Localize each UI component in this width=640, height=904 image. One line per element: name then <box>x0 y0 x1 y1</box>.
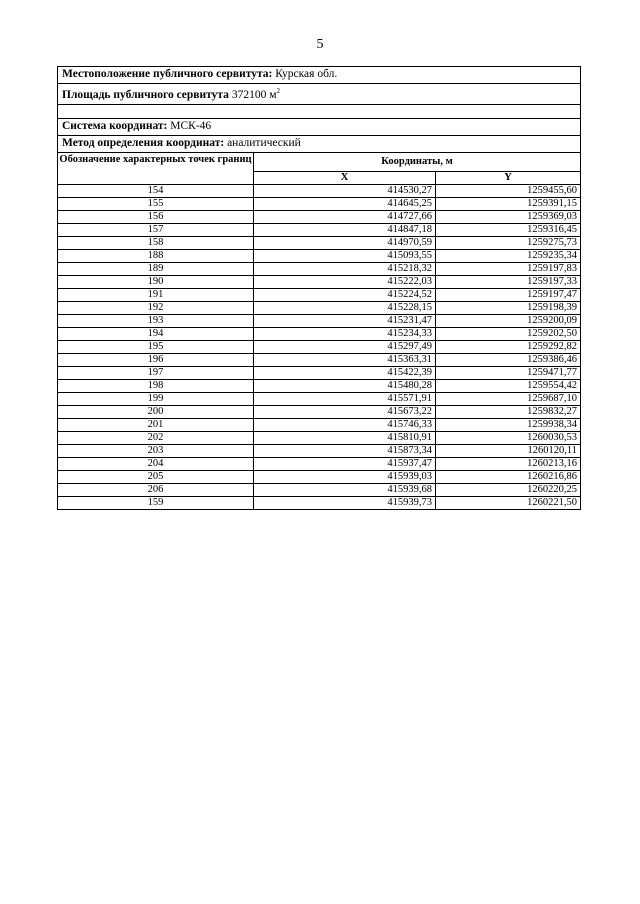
table-row <box>58 223 581 236</box>
point-cell: 189 <box>58 262 254 275</box>
meta-section <box>58 67 581 185</box>
x-cell: 415746,33 <box>254 418 436 431</box>
y-cell: 1259275,73 <box>436 236 581 249</box>
point-cell: 157 <box>58 223 254 236</box>
location-row <box>58 67 581 84</box>
table-row <box>58 197 581 210</box>
point-cell: 198 <box>58 379 254 392</box>
point-cell: 197 <box>58 366 254 379</box>
table-row <box>58 366 581 379</box>
y-cell: 1259197,83 <box>436 262 581 275</box>
method-label: Метод определения координат: <box>62 136 225 149</box>
y-cell: 1259198,39 <box>436 301 581 314</box>
table-row <box>58 301 581 314</box>
table-row <box>58 392 581 405</box>
table-row <box>58 418 581 431</box>
x-cell: 415224,52 <box>254 288 436 301</box>
point-cell: 191 <box>58 288 254 301</box>
table-row <box>58 314 581 327</box>
area-unit: м <box>269 88 277 101</box>
table-row <box>58 496 581 509</box>
point-cell: 203 <box>58 444 254 457</box>
x-cell: 415571,91 <box>254 392 436 405</box>
y-cell: 1259369,03 <box>436 210 581 223</box>
method-value: аналитический <box>227 136 301 149</box>
y-cell: 1259197,47 <box>436 288 581 301</box>
method-row <box>58 135 581 152</box>
coordinates-table <box>57 66 581 510</box>
y-cell: 1259938,34 <box>436 418 581 431</box>
y-cell: 1259292,82 <box>436 340 581 353</box>
y-cell: 1259235,34 <box>436 249 581 262</box>
table-row <box>58 262 581 275</box>
table-row <box>58 444 581 457</box>
x-cell: 415480,28 <box>254 379 436 392</box>
point-cell: 201 <box>58 418 254 431</box>
header-point: Обозначение характерных точек границ <box>58 152 254 184</box>
x-cell: 415937,47 <box>254 457 436 470</box>
header-x: X <box>254 171 436 184</box>
table-row <box>58 379 581 392</box>
x-cell: 415234,33 <box>254 327 436 340</box>
point-cell: 205 <box>58 470 254 483</box>
location-label: Местоположение публичного сервитута: <box>62 68 273 80</box>
point-cell: 156 <box>58 210 254 223</box>
point-cell: 204 <box>58 457 254 470</box>
x-cell: 415939,03 <box>254 470 436 483</box>
table-row <box>58 210 581 223</box>
x-cell: 414847,18 <box>254 223 436 236</box>
y-cell: 1260030,53 <box>436 431 581 444</box>
y-cell: 1259391,15 <box>436 197 581 210</box>
system-label: Система координат: <box>62 119 168 132</box>
table-row <box>58 249 581 262</box>
x-cell: 414645,25 <box>254 197 436 210</box>
system-row <box>58 118 581 135</box>
x-cell: 415939,73 <box>254 496 436 509</box>
table-row <box>58 353 581 366</box>
y-cell: 1260213,16 <box>436 457 581 470</box>
x-cell: 415939,68 <box>254 483 436 496</box>
y-cell: 1260216,86 <box>436 470 581 483</box>
y-cell: 1259554,42 <box>436 379 581 392</box>
point-cell: 195 <box>58 340 254 353</box>
area-label: Площадь публичного сервитута <box>62 88 229 101</box>
location-value: Курская обл. <box>275 68 338 80</box>
y-cell: 1259386,46 <box>436 353 581 366</box>
x-cell: 415231,47 <box>254 314 436 327</box>
y-cell: 1259197,33 <box>436 275 581 288</box>
table-row <box>58 288 581 301</box>
point-cell: 194 <box>58 327 254 340</box>
point-cell: 159 <box>58 496 254 509</box>
x-cell: 415297,49 <box>254 340 436 353</box>
x-cell: 415673,22 <box>254 405 436 418</box>
table-row <box>58 184 581 197</box>
point-cell: 188 <box>58 249 254 262</box>
area-unit-sup: 2 <box>276 87 280 95</box>
table-row <box>58 340 581 353</box>
x-cell: 415873,34 <box>254 444 436 457</box>
x-cell: 414970,59 <box>254 236 436 249</box>
y-cell: 1260221,50 <box>436 496 581 509</box>
point-cell: 200 <box>58 405 254 418</box>
y-cell: 1259200,09 <box>436 314 581 327</box>
table-row <box>58 431 581 444</box>
table-row <box>58 236 581 249</box>
area-value: 372100 <box>231 88 267 101</box>
table-row <box>58 405 581 418</box>
point-cell: 190 <box>58 275 254 288</box>
table-row <box>58 327 581 340</box>
table-row <box>58 470 581 483</box>
point-cell: 196 <box>58 353 254 366</box>
point-cell: 154 <box>58 184 254 197</box>
point-cell: 202 <box>58 431 254 444</box>
x-cell: 415363,31 <box>254 353 436 366</box>
point-cell: 158 <box>58 236 254 249</box>
table-row <box>58 457 581 470</box>
point-cell: 155 <box>58 197 254 210</box>
x-cell: 415222,03 <box>254 275 436 288</box>
system-value: МСК-46 <box>170 119 212 132</box>
x-cell: 415093,55 <box>254 249 436 262</box>
point-cell: 192 <box>58 301 254 314</box>
y-cell: 1260120,11 <box>436 444 581 457</box>
x-cell: 414727,66 <box>254 210 436 223</box>
table-header-row <box>58 152 581 171</box>
table-row <box>58 275 581 288</box>
y-cell: 1259455,60 <box>436 184 581 197</box>
table-row <box>58 483 581 496</box>
x-cell: 415810,91 <box>254 431 436 444</box>
y-cell: 1259832,27 <box>436 405 581 418</box>
y-cell: 1259316,45 <box>436 223 581 236</box>
data-rows <box>58 184 581 509</box>
point-cell: 206 <box>58 483 254 496</box>
page-number: 5 <box>316 37 324 52</box>
y-cell: 1260220,25 <box>436 483 581 496</box>
area-spacer-row <box>58 104 581 118</box>
y-cell: 1259687,10 <box>436 392 581 405</box>
y-cell: 1259202,50 <box>436 327 581 340</box>
header-coords: Координаты, м <box>254 152 581 171</box>
x-cell: 415218,32 <box>254 262 436 275</box>
x-cell: 415228,15 <box>254 301 436 314</box>
header-y: Y <box>436 171 581 184</box>
x-cell: 415422,39 <box>254 366 436 379</box>
area-row <box>58 84 581 105</box>
point-cell: 199 <box>58 392 254 405</box>
y-cell: 1259471,77 <box>436 366 581 379</box>
x-cell: 414530,27 <box>254 184 436 197</box>
point-cell: 193 <box>58 314 254 327</box>
